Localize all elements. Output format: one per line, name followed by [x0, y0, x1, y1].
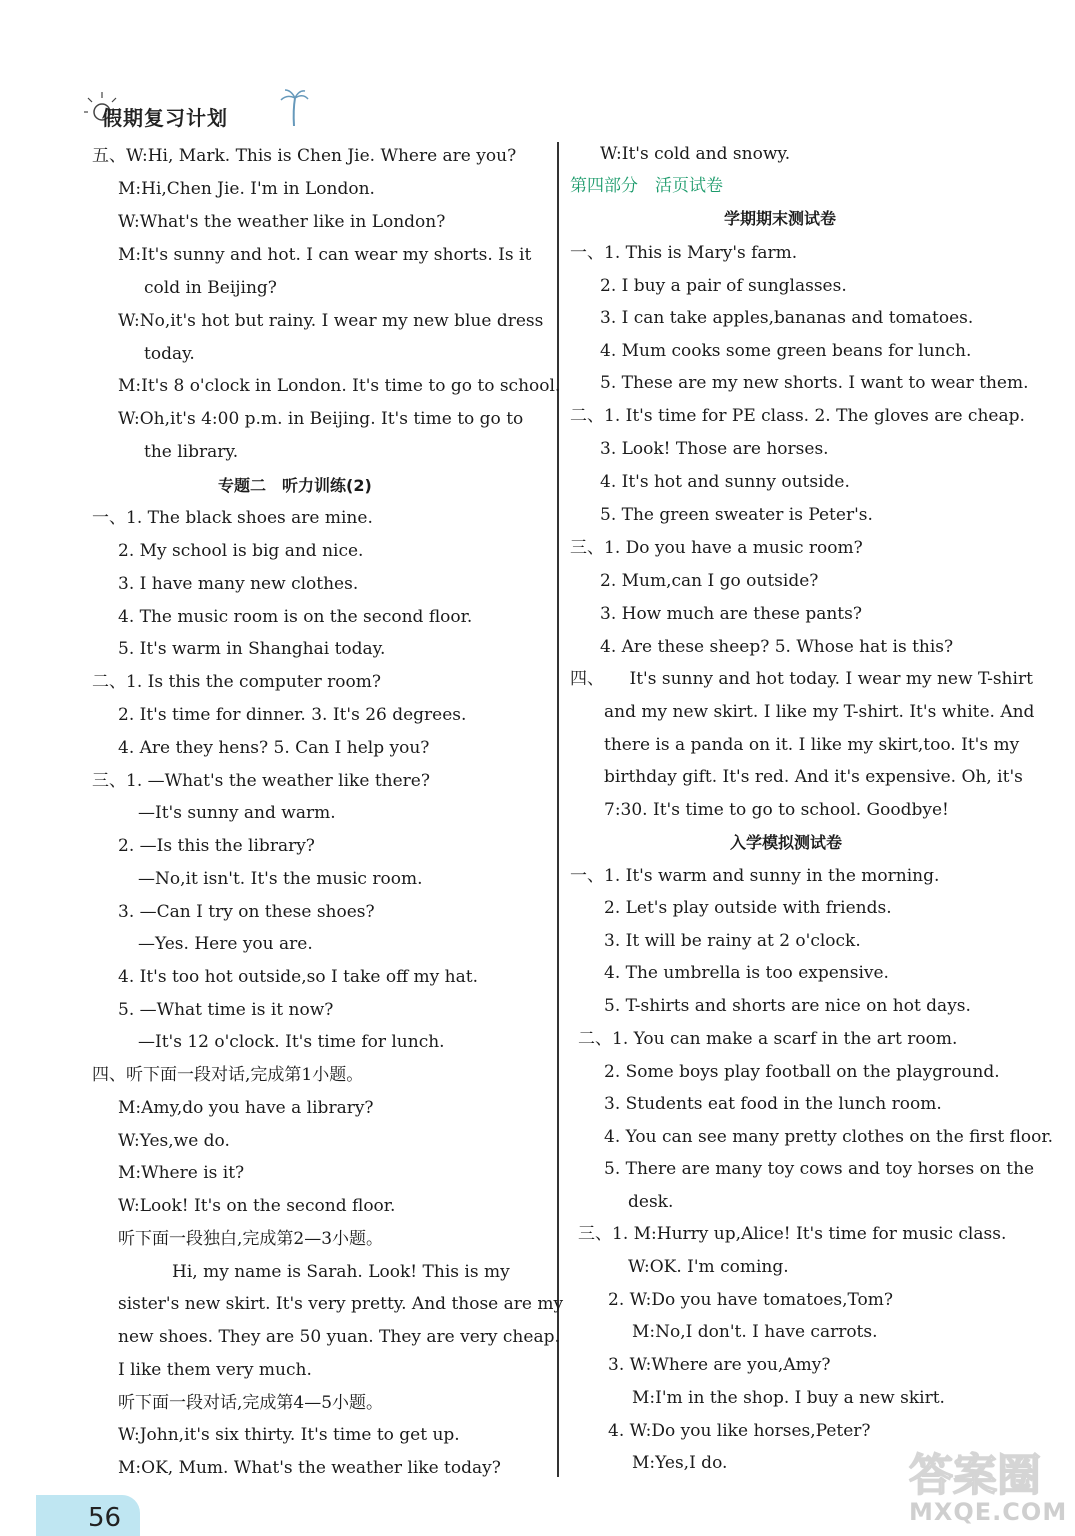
text-line: 4. The umbrella is too expensive.: [604, 963, 889, 983]
text-line: 一、1. The black shoes are mine.: [92, 508, 373, 528]
text-line: W:Look! It's on the second floor.: [118, 1196, 396, 1216]
text-line: 四、听下面一段对话,完成第1小题。: [92, 1065, 364, 1085]
text-line: 4. You can see many pretty clothes on the first floor.: [604, 1127, 1054, 1147]
page-header: [84, 84, 324, 132]
text-line: 3. Students eat food in the lunch room.: [604, 1094, 942, 1114]
text-line: 5. These are my new shorts. I want to wear them.: [600, 373, 1029, 393]
text-line: 2. Mum,can I go outside?: [600, 571, 819, 591]
section-heading: 入学模拟测试卷: [730, 833, 843, 852]
text-line: 5. It's warm in Shanghai today.: [118, 639, 386, 659]
text-line: birthday gift. It's red. And it's expensive. Oh, it's: [604, 767, 1023, 787]
text-line: 3. It will be rainy at 2 o'clock.: [604, 931, 861, 951]
text-line: 四、 It's sunny and hot today. I wear my new T-shirt: [570, 669, 1033, 689]
text-line: 2. —Is this the library?: [118, 836, 315, 856]
text-line: 一、1. It's warm and sunny in the morning.: [570, 866, 940, 886]
watermark-text: MXQE.COM: [909, 1498, 1068, 1526]
text-line: M:Where is it?: [118, 1163, 245, 1183]
text-line: 五、W:Hi, Mark. This is Chen Jie. Where are you?: [92, 146, 517, 166]
section-heading: 学期期末测试卷: [724, 209, 837, 228]
text-line: 二、1. You can make a scarf in the art room.: [578, 1029, 958, 1049]
text-line: the library.: [144, 442, 239, 462]
page-number: 56: [88, 1503, 122, 1533]
text-line: 2. W:Do you have tomatoes,Tom?: [608, 1290, 894, 1310]
text-line: 3. —Can I try on these shoes?: [118, 902, 375, 922]
text-line: 3. I have many new clothes.: [118, 574, 359, 594]
text-line: —It's 12 o'clock. It's time for lunch.: [138, 1032, 445, 1052]
text-line: 5. T-shirts and shorts are nice on hot days.: [604, 996, 971, 1016]
text-line: sister's new skirt. It's very pretty. And those are my: [118, 1294, 564, 1314]
text-line: desk.: [628, 1192, 674, 1212]
text-line: 4. W:Do you like horses,Peter?: [608, 1421, 871, 1441]
watermark-logo-icon: [905, 1440, 1065, 1500]
column-divider: [557, 142, 559, 1477]
watermark: [905, 1440, 1068, 1530]
svg-text:答案圈: 答案圈: [909, 1450, 1041, 1500]
text-line: and my new skirt. I like my T-shirt. It's white. And: [604, 702, 1035, 722]
text-line: 2. Let's play outside with friends.: [604, 898, 892, 918]
text-line: W:It's cold and snowy.: [600, 144, 791, 164]
text-line: 5. —What time is it now?: [118, 1000, 334, 1020]
text-line: 4. Mum cooks some green beans for lunch.: [600, 341, 972, 361]
section-heading: 专题二 听力训练(2): [218, 476, 372, 495]
text-line: new shoes. They are 50 yuan. They are very cheap.: [118, 1327, 560, 1347]
text-line: 3. How much are these pants?: [600, 604, 862, 624]
text-line: M:It's sunny and hot. I can wear my shorts. Is it: [118, 245, 532, 265]
text-line: 一、1. This is Mary's farm.: [570, 243, 798, 263]
text-line: M:I'm in the shop. I buy a new skirt.: [632, 1388, 945, 1408]
text-line: 7:30. It's time to go to school. Goodbye!: [604, 800, 949, 820]
text-line: W:What's the weather like in London?: [118, 212, 446, 232]
text-line: M:OK, Mum. What's the weather like today?: [118, 1458, 501, 1478]
text-line: W:John,it's six thirty. It's time to get up.: [118, 1425, 460, 1445]
text-line: 3. W:Where are you,Amy?: [608, 1355, 831, 1375]
text-line: I like them very much.: [118, 1360, 312, 1380]
text-line: 5. The green sweater is Peter's.: [600, 505, 873, 525]
text-line: 4. It's too hot outside,so I take off my hat.: [118, 967, 478, 987]
text-line: M:Yes,I do.: [632, 1453, 728, 1473]
text-line: 听下面一段对话,完成第4—5小题。: [118, 1393, 384, 1413]
text-line: 二、1. Is this the computer room?: [92, 672, 382, 692]
part-heading: 第四部分 活页试卷: [570, 176, 723, 196]
text-line: M:No,I don't. I have carrots.: [632, 1322, 878, 1342]
text-line: 2. It's time for dinner. 3. It's 26 degrees.: [118, 705, 467, 725]
palm-tree-decoration-icon: [279, 88, 309, 128]
text-line: Hi, my name is Sarah. Look! This is my: [172, 1262, 510, 1282]
text-line: 4. It's hot and sunny outside.: [600, 472, 850, 492]
text-line: there is a panda on it. I like my skirt,too. It's my: [604, 735, 1020, 755]
text-line: 三、1. Do you have a music room?: [570, 538, 863, 558]
text-line: 5. There are many toy cows and toy horses on the: [604, 1159, 1035, 1179]
text-line: 听下面一段独白,完成第2—3小题。: [118, 1229, 384, 1249]
header-title: 假期复习计划: [102, 106, 228, 130]
text-line: 三、1. —What's the weather like there?: [92, 771, 430, 791]
text-line: W:Oh,it's 4:00 p.m. in Beijing. It's time to go to: [118, 409, 524, 429]
text-line: —Yes. Here you are.: [138, 934, 313, 954]
text-line: M:Hi,Chen Jie. I'm in London.: [118, 179, 375, 199]
text-line: 4. Are they hens? 5. Can I help you?: [118, 738, 430, 758]
text-line: 2. Some boys play football on the playground.: [604, 1062, 1000, 1082]
text-line: 三、1. M:Hurry up,Alice! It's time for music class.: [578, 1224, 1007, 1244]
text-line: cold in Beijing?: [144, 278, 277, 298]
text-line: 二、1. It's time for PE class. 2. The gloves are cheap.: [570, 406, 1025, 426]
text-line: W:Yes,we do.: [118, 1131, 230, 1151]
text-line: today.: [144, 344, 195, 364]
text-line: W:OK. I'm coming.: [628, 1257, 789, 1277]
text-line: 2. I buy a pair of sunglasses.: [600, 276, 847, 296]
text-line: W:No,it's hot but rainy. I wear my new blue dress: [118, 311, 544, 331]
text-line: M:It's 8 o'clock in London. It's time to go to school.: [118, 376, 561, 396]
text-line: 4. Are these sheep? 5. Whose hat is this?: [600, 637, 954, 657]
text-line: 3. Look! Those are horses.: [600, 439, 829, 459]
text-line: 2. My school is big and nice.: [118, 541, 364, 561]
text-line: —It's sunny and warm.: [138, 803, 336, 823]
text-line: 4. The music room is on the second floor.: [118, 607, 473, 627]
text-line: 3. I can take apples,bananas and tomatoes.: [600, 308, 974, 328]
text-line: —No,it isn't. It's the music room.: [138, 869, 423, 889]
text-line: M:Amy,do you have a library?: [118, 1098, 374, 1118]
